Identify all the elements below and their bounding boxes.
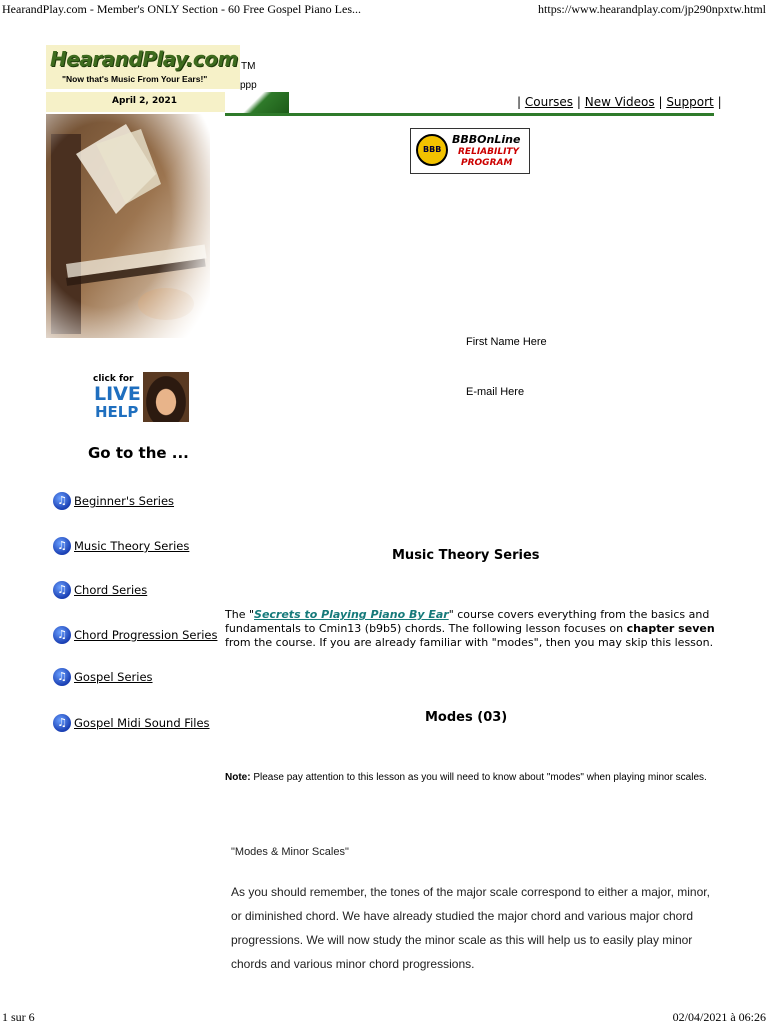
- print-footer-datetime: 02/04/2021 à 06:26: [672, 1010, 766, 1024]
- sidebar-item-label[interactable]: Chord Progression Series: [74, 628, 218, 642]
- subsection-title: "Modes & Minor Scales": [231, 846, 349, 858]
- nav-separator: |: [658, 95, 663, 109]
- nav-separator: |: [517, 95, 522, 109]
- sidebar-item-chord[interactable]: [53, 581, 147, 599]
- live-help-button[interactable]: [85, 372, 189, 422]
- decorative-corner: [225, 92, 289, 114]
- sidebar-item-beginners[interactable]: [53, 492, 174, 510]
- header-divider: [225, 113, 714, 116]
- bbb-seal-icon: BBB: [416, 134, 448, 166]
- date-bar: [46, 92, 226, 112]
- nav-separator: |: [717, 95, 722, 109]
- bbb-line1: BBBOnLine: [452, 133, 521, 146]
- live-help-line1: click for: [93, 374, 134, 384]
- course-link[interactable]: Secrets to Playing Piano By Ear: [254, 608, 449, 621]
- site-logo[interactable]: [46, 45, 240, 89]
- bbb-badge[interactable]: [410, 128, 530, 174]
- logo-title: HearandPlay.com: [50, 47, 238, 71]
- nav-link-courses[interactable]: Courses: [524, 95, 574, 109]
- sidebar-item-label[interactable]: Chord Series: [74, 583, 148, 597]
- music-note-icon: ♫: [53, 668, 71, 686]
- logo-tagline: "Now that's Music From Your Ears!": [62, 74, 208, 84]
- music-note-icon: ♫: [53, 581, 71, 599]
- print-header-url: https://www.hearandplay.com/jp290npxtw.html: [538, 2, 766, 16]
- sidebar-item-chord-progression[interactable]: [53, 626, 217, 644]
- intro-paragraph: The "Secrets to Playing Piano By Ear" course covers everything from the basics and fundamentals to Cmin13 (b9b5) chords. The following lesson focuses on chapter seven from the course. If you are already familiar with "modes", then you may skip this lesson.: [225, 608, 715, 649]
- print-header-title: HearandPlay.com - Member's ONLY Section - 60 Free Gospel Piano Les...: [2, 2, 361, 16]
- first-name-label: First Name Here: [466, 336, 547, 348]
- lesson-note: Note: Please pay attention to this lesson as you will need to know about "modes" when playing minor scales.: [225, 772, 707, 783]
- music-note-icon: ♫: [53, 537, 71, 555]
- logo-suffix: ppp: [240, 80, 257, 91]
- piano-photo: [46, 114, 210, 338]
- lesson-body: As you should remember, the tones of the major scale correspond to either a major, minor, or diminished chord. We have already studied the major chord and various major chord progressions. We will now study the minor scale as this will help us to easily play minor chords and various minor chord progressions.: [231, 885, 710, 971]
- bbb-line2: RELIABILITY: [458, 147, 520, 157]
- music-note-icon: ♫: [53, 492, 71, 510]
- music-note-icon: ♫: [53, 626, 71, 644]
- nav-separator: |: [576, 95, 581, 109]
- bbb-line3: PROGRAM: [461, 158, 513, 168]
- sidebar-item-label[interactable]: Beginner's Series: [74, 494, 175, 508]
- sidebar-item-label[interactable]: Gospel Series: [74, 670, 153, 684]
- logo-tm: TM: [241, 61, 256, 72]
- sidebar-item-label[interactable]: Music Theory Series: [74, 539, 190, 553]
- live-help-line2: LIVE: [94, 383, 141, 405]
- nav-link-support[interactable]: Support: [666, 95, 714, 109]
- current-date: April 2, 2021: [112, 96, 178, 106]
- sidebar-item-gospel[interactable]: [53, 668, 153, 686]
- support-agent-photo: [143, 372, 189, 422]
- live-help-line3: HELP: [95, 403, 139, 421]
- sidebar-item-gospel-midi[interactable]: [53, 714, 210, 732]
- music-note-icon: ♫: [53, 714, 71, 732]
- email-label: E-mail Here: [466, 386, 525, 398]
- section-title: Music Theory Series: [392, 548, 540, 563]
- nav-link-new-videos[interactable]: New Videos: [584, 95, 655, 109]
- sidebar-item-label[interactable]: Gospel Midi Sound Files: [74, 716, 210, 730]
- lesson-title: Modes (03): [425, 710, 508, 725]
- sidebar-heading: Go to the ...: [88, 444, 189, 462]
- sidebar-item-music-theory[interactable]: [53, 537, 189, 555]
- print-footer-page: 1 sur 6: [2, 1010, 35, 1024]
- top-nav: [517, 95, 722, 109]
